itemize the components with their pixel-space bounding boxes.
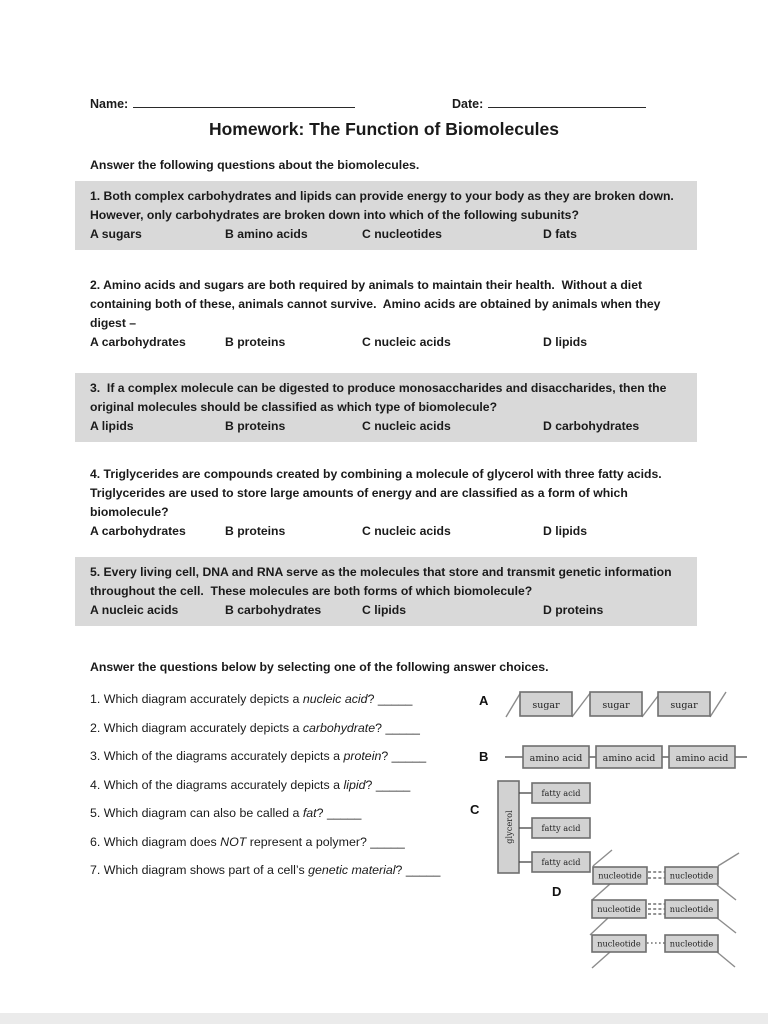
option-a <box>90 225 142 244</box>
backbone-line <box>593 850 612 866</box>
question-block-2 <box>75 270 697 358</box>
page-bottom-edge <box>0 1013 768 1024</box>
name-field <box>90 94 355 111</box>
option-b <box>225 225 308 244</box>
option-c <box>362 601 406 620</box>
question-block-4 <box>75 459 697 547</box>
sugar-label: sugar <box>602 700 630 711</box>
option-letter: C <box>362 603 371 617</box>
option-text: proteins <box>237 419 286 433</box>
section1-heading: Answer the following questions about the biomolecules. <box>90 158 420 172</box>
amino-acid-label: amino acid <box>602 753 656 764</box>
option-d <box>543 333 587 352</box>
question-term: carbohydrate <box>302 720 376 735</box>
glycosidic-bond-line <box>506 692 521 717</box>
option-letter: D <box>543 524 552 538</box>
diagram-a-carbohydrate <box>479 692 726 717</box>
option-text: proteins <box>555 603 604 617</box>
option-letter: A <box>90 524 99 538</box>
nucleotide-label: nucleotide <box>669 870 714 881</box>
name-blank-line <box>133 94 355 108</box>
amino-acid-label: amino acid <box>675 753 729 764</box>
option-letter: C <box>362 227 371 241</box>
option-c <box>362 522 451 541</box>
option-letter: C <box>362 419 371 433</box>
question-prefix: 7. Which diagram shows part of a cell’s <box>90 863 309 877</box>
biomolecule-diagrams <box>460 680 768 990</box>
option-letter: D <box>543 419 552 433</box>
date-field <box>452 94 646 111</box>
fatty-acid-label: fatty acid <box>541 823 581 833</box>
question-prefix: 4. Which of the diagrams accurately depicts a <box>90 777 344 792</box>
backbone-line <box>717 918 736 933</box>
backbone-line <box>592 952 610 968</box>
option-d <box>543 522 587 541</box>
question-suffix: ? _____ <box>395 863 441 877</box>
question-text: 5. Every living cell, DNA and RNA serve as the molecules that store and transmit genetic information throughout the cell. These molecules are both forms of which biomolecule? <box>90 565 675 598</box>
question-term: genetic material <box>308 863 396 877</box>
diagram-question-list <box>90 690 520 890</box>
nucleotide-label: nucleotide <box>669 938 714 949</box>
option-letter: A <box>90 603 99 617</box>
nucleotide-label: nucleotide <box>597 938 641 949</box>
question-text: 3. If a complex molecule can be digested to produce monosaccharides and disaccharides, then the original molecules should be classified as which type of biomolecule? <box>90 381 670 414</box>
option-letter: D <box>543 335 552 349</box>
nucleotide-label: nucleotide <box>669 904 714 914</box>
diagram-a-label: A <box>479 693 489 708</box>
question-text: 2. Amino acids and sugars are both required by animals to maintain their health. Without a diet containing both of these, animals cannot survive. Amino acids are obtained by animals when they digest – <box>90 278 664 330</box>
section2-heading: Answer the questions below by selecting one of the following answer choices. <box>90 660 549 674</box>
question-block-3 <box>75 373 697 442</box>
question-term: lipid <box>343 777 366 792</box>
option-letter: A <box>90 419 99 433</box>
answer-options <box>90 522 682 541</box>
option-letter: B <box>225 603 234 617</box>
question-suffix: ? _____ <box>381 749 427 763</box>
option-text: nucleic acids <box>101 603 179 617</box>
backbone-line <box>718 853 739 866</box>
option-d <box>543 601 603 620</box>
option-b <box>225 417 285 436</box>
diagram-b-protein <box>479 746 747 768</box>
option-c <box>362 225 442 244</box>
option-b <box>225 333 285 352</box>
option-letter: C <box>362 524 371 538</box>
question-term: NOT <box>220 834 247 849</box>
option-d <box>543 417 639 436</box>
option-letter: A <box>90 335 99 349</box>
option-text: amino acids <box>237 227 308 241</box>
diagram-question-4 <box>90 776 520 795</box>
question-prefix: 2. Which diagram accurately depicts a <box>90 720 303 735</box>
option-text: carbohydrates <box>101 335 186 349</box>
sugar-label: sugar <box>532 700 560 711</box>
fatty-acid-label: fatty acid <box>541 788 581 798</box>
diagram-c-label: C <box>470 802 480 817</box>
option-text: carbohydrates <box>101 524 186 538</box>
page-title: Homework: The Function of Biomolecules <box>208 119 560 139</box>
diagram-question-6 <box>90 833 520 852</box>
option-text: nucleic acids <box>374 524 451 538</box>
answer-options <box>90 333 682 352</box>
question-suffix: ? _____ <box>365 777 411 792</box>
question-block-5 <box>75 557 697 626</box>
question-suffix: ? _____ <box>316 806 362 820</box>
option-text: proteins <box>237 335 286 349</box>
glycosidic-bond-line <box>710 692 726 717</box>
question-text: 4. Triglycerides are compounds created by combining a molecule of glycerol with three fatty acids. Triglycerides are used to store large amounts of energy and are classified as a form of which biomolecule? <box>90 467 669 519</box>
nucleotide-label: nucleotide <box>598 870 642 881</box>
diagram-question-2 <box>90 719 520 738</box>
option-letter: D <box>543 603 552 617</box>
backbone-line <box>717 885 736 900</box>
amino-acid-label: amino acid <box>529 753 583 764</box>
option-a <box>90 333 186 352</box>
diagram-d-label: D <box>552 884 562 899</box>
option-text: lipids <box>555 524 588 538</box>
option-a <box>90 522 186 541</box>
option-letter: D <box>543 227 552 241</box>
answer-options <box>90 601 682 620</box>
question-suffix: ? _____ <box>367 692 413 706</box>
diagram-question-7 <box>90 861 520 880</box>
name-label: Name: <box>90 97 129 111</box>
diagram-question-1 <box>90 690 520 709</box>
option-text: fats <box>555 227 577 241</box>
diagram-question-3 <box>90 747 520 766</box>
question-prefix: 1. Which diagram accurately depicts a <box>90 692 303 706</box>
question-term: protein <box>343 749 382 763</box>
diagram-c-lipid <box>470 781 590 873</box>
option-text: sugars <box>101 227 142 241</box>
option-b <box>225 522 285 541</box>
question-block-1 <box>75 181 697 250</box>
option-letter: A <box>90 227 99 241</box>
backbone-line <box>717 952 735 967</box>
option-b <box>225 601 321 620</box>
option-text: proteins <box>237 524 286 538</box>
option-text: nucleic acids <box>374 335 451 349</box>
backbone-line <box>592 884 610 900</box>
question-prefix: 3. Which of the diagrams accurately depicts a <box>90 749 344 763</box>
diagram-question-5 <box>90 804 520 823</box>
fatty-acid-label: fatty acid <box>541 857 581 867</box>
question-prefix: 5. Which diagram can also be called a <box>90 806 303 820</box>
option-a <box>90 417 134 436</box>
question-term: fat <box>302 806 317 820</box>
question-prefix: 6. Which diagram does <box>90 834 221 849</box>
option-a <box>90 601 178 620</box>
question-term: nucleic acid <box>302 692 368 706</box>
option-d <box>543 225 577 244</box>
option-c <box>362 333 451 352</box>
answer-options <box>90 225 682 244</box>
option-text: nucleic acids <box>374 419 451 433</box>
question-suffix: ? _____ <box>375 720 420 735</box>
glycerol-label: glycerol <box>504 810 514 844</box>
nucleotide-label: nucleotide <box>597 904 641 914</box>
option-c <box>362 417 451 436</box>
diagram-b-label: B <box>479 749 489 764</box>
option-text: carbohydrates <box>555 419 640 433</box>
option-letter: B <box>225 335 234 349</box>
option-text: carbohydrates <box>237 603 322 617</box>
question-text: 1. Both complex carbohydrates and lipids can provide energy to your body as they are broken down. However, only carbohydrates are broken down into which of the following subunits? <box>90 189 681 222</box>
option-text: lipids <box>555 335 588 349</box>
question-suffix: represent a polymer? _____ <box>246 834 405 849</box>
glycosidic-bond-line <box>572 692 591 717</box>
date-label: Date: <box>452 97 484 111</box>
option-letter: B <box>225 524 234 538</box>
option-letter: B <box>225 227 234 241</box>
answer-options <box>90 417 682 436</box>
option-text: lipids <box>374 603 407 617</box>
date-blank-line <box>488 94 646 108</box>
option-letter: C <box>362 335 371 349</box>
sugar-label: sugar <box>670 700 698 711</box>
option-text: nucleotides <box>374 227 442 241</box>
backbone-line <box>590 918 608 935</box>
option-letter: B <box>225 419 234 433</box>
option-text: lipids <box>101 419 134 433</box>
